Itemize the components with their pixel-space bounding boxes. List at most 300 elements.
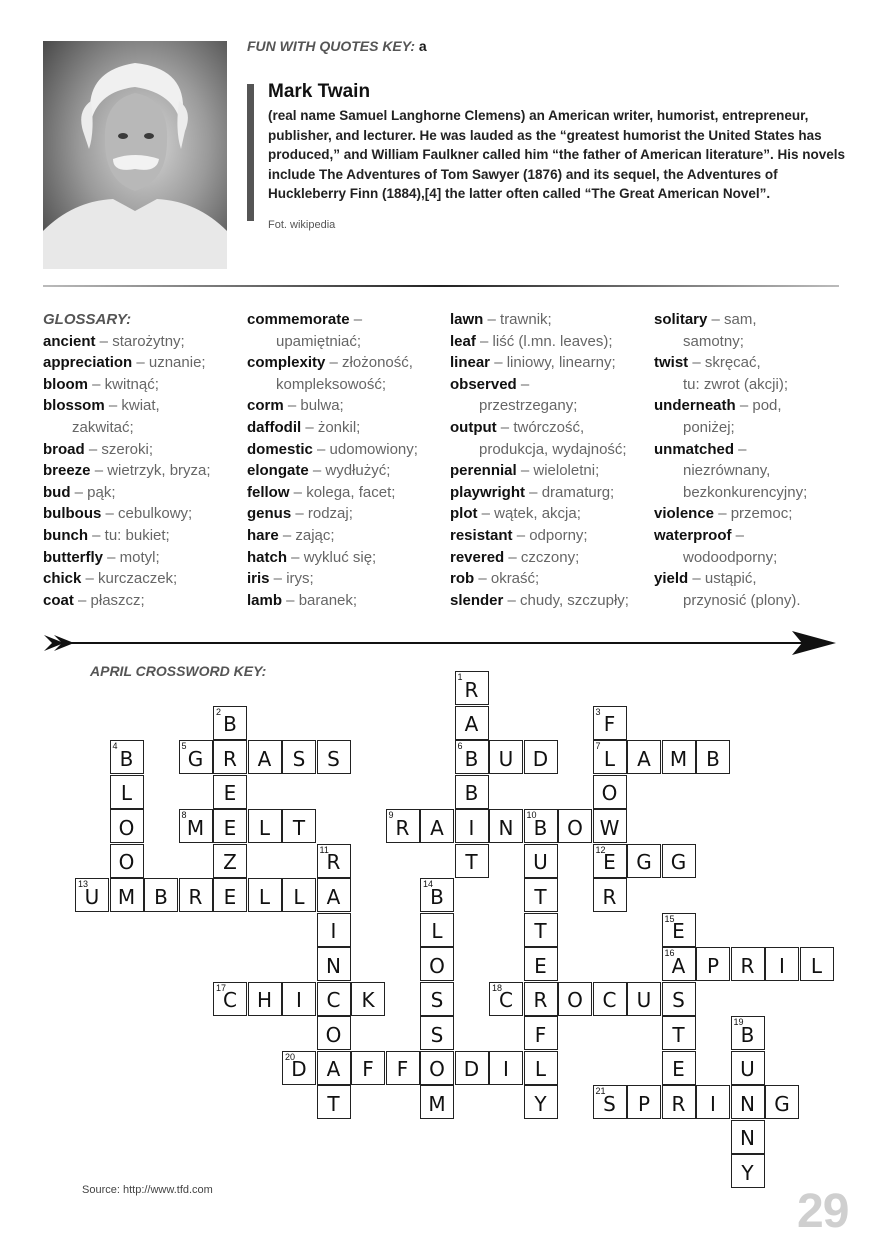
- glossary-entry: [450, 374, 629, 396]
- clue-number: 9: [388, 810, 394, 820]
- cell-letter: U: [498, 746, 514, 771]
- crossword-cell: [489, 809, 523, 843]
- crossword-cell: [627, 982, 661, 1016]
- glossary-word: complexity: [247, 354, 326, 372]
- crossword-cell: [524, 1051, 558, 1085]
- cell-letter: B: [464, 781, 479, 805]
- crossword-cell: [455, 844, 489, 878]
- glossary-entry: [654, 439, 807, 461]
- cell-letter: R: [395, 815, 410, 840]
- glossary-translation-continued: niezrównany,: [683, 462, 771, 480]
- glossary-translation: – twórczość,: [496, 418, 585, 436]
- glossary-entry: [654, 352, 807, 374]
- cell-letter: Z: [223, 850, 237, 874]
- glossary-entry: [654, 309, 807, 331]
- glossary-column: [43, 309, 211, 611]
- glossary-translation: – motyl;: [103, 548, 160, 566]
- crossword-cell: [282, 809, 316, 843]
- glossary-entry: [654, 525, 807, 547]
- cell-letter: O: [429, 953, 445, 978]
- cell-letter: C: [223, 988, 237, 1012]
- crossword-cell: [731, 1085, 765, 1119]
- cell-letter: N: [740, 1091, 755, 1116]
- crossword-cell: [420, 809, 454, 843]
- glossary-word: lamb: [247, 591, 283, 609]
- cell-letter: U: [636, 988, 652, 1012]
- glossary-entry: [450, 525, 629, 547]
- clue-number: 12: [595, 844, 606, 855]
- cell-letter: T: [534, 884, 547, 909]
- glossary-translation: – cebulkowy;: [101, 505, 193, 523]
- crossword-cell: [110, 775, 144, 809]
- cell-letter: L: [258, 815, 271, 840]
- crossword-cell: [593, 740, 627, 774]
- cell-letter: B: [464, 746, 479, 771]
- glossary-word: underneath: [654, 397, 736, 415]
- bio-accent-bar: [247, 84, 254, 221]
- glossary-translation: – wydłużyć;: [308, 462, 391, 480]
- crossword-cell: [213, 775, 247, 809]
- crossword-title: APRIL CROSSWORD KEY:: [90, 663, 267, 679]
- glossary-word: breeze: [43, 462, 91, 480]
- glossary-entry: [247, 568, 418, 590]
- clue-number: 8: [181, 810, 187, 820]
- glossary-translation: – dramaturg;: [525, 483, 615, 501]
- cell-letter: B: [223, 712, 237, 736]
- cell-letter: R: [602, 884, 617, 909]
- crossword-cell: [524, 809, 558, 843]
- crossword-cell: [524, 1016, 558, 1050]
- crossword-cell: [593, 1085, 627, 1119]
- cell-letter: A: [326, 1057, 341, 1081]
- photo-credit: Fot. wikipedia: [268, 219, 336, 231]
- crossword-cell: [213, 844, 247, 878]
- glossary-word: ancient: [43, 332, 96, 350]
- glossary-entry: [654, 503, 807, 525]
- cell-letter: M: [669, 746, 688, 771]
- crossword-cell: [317, 878, 351, 912]
- clue-number: 1: [457, 672, 463, 682]
- crossword-cell: [248, 878, 282, 912]
- crossword-cell: [593, 775, 627, 809]
- crossword-cell: [420, 913, 454, 947]
- cell-letter: Y: [741, 1160, 754, 1185]
- source-text: Source: http://www.tfd.com: [82, 1184, 213, 1196]
- glossary-translation: – wątek, akcja;: [477, 505, 581, 523]
- glossary-translation: – okraść;: [474, 570, 540, 588]
- glossary-word: appreciation: [43, 354, 133, 372]
- glossary-word: slender: [450, 591, 504, 609]
- glossary-entry: [247, 309, 418, 331]
- crossword-cell: [420, 1051, 454, 1085]
- crossword-cell: [627, 740, 661, 774]
- glossary-translation-continued: wodoodporny;: [683, 548, 778, 566]
- glossary-translation: – ustąpić,: [688, 570, 757, 588]
- glossary-entry: [43, 525, 211, 547]
- crossword-cell: [420, 982, 454, 1016]
- clue-number: 15: [664, 913, 675, 924]
- crossword-cell: [662, 982, 696, 1016]
- crossword-cell: [800, 947, 834, 981]
- cell-letter: K: [361, 988, 375, 1012]
- glossary-translation-continued: kompleksowość;: [276, 375, 387, 393]
- crossword-cell: [455, 671, 489, 705]
- cell-letter: A: [430, 815, 444, 840]
- clue-number: 4: [112, 741, 118, 751]
- glossary-word: bulbous: [43, 505, 102, 523]
- clue-number: 3: [595, 706, 601, 717]
- crossword-cell: [558, 809, 592, 843]
- cell-letter: B: [119, 746, 134, 771]
- cell-letter: P: [637, 1091, 651, 1116]
- cell-letter: T: [327, 1091, 340, 1116]
- glossary-entry: [450, 590, 629, 612]
- glossary-word: iris: [247, 570, 270, 588]
- glossary-translation: – czczony;: [504, 548, 580, 566]
- crossword-cell: [179, 878, 213, 912]
- glossary-translation: –: [349, 311, 363, 328]
- glossary-translation: – liniowy, linearny;: [490, 354, 616, 372]
- cell-letter: M: [428, 1091, 446, 1116]
- cell-letter: A: [464, 712, 479, 736]
- glossary-word: bloom: [43, 375, 88, 393]
- crossword-cell: [110, 844, 144, 878]
- crossword-cell: [731, 1120, 765, 1154]
- cell-letter: I: [779, 953, 785, 978]
- crossword-cell: [317, 1051, 351, 1085]
- glossary-word: playwright: [450, 483, 526, 501]
- cell-letter: L: [120, 781, 133, 805]
- glossary-translation: – liść (l.mn. leaves);: [475, 332, 613, 350]
- glossary-word: daffodil: [247, 418, 302, 436]
- glossary-entry: [247, 417, 418, 439]
- cell-letter: I: [468, 815, 475, 840]
- cell-letter: R: [740, 953, 755, 978]
- cell-letter: R: [326, 850, 341, 874]
- glossary-entry: [247, 352, 418, 374]
- glossary-word: waterproof: [654, 526, 732, 544]
- crossword-cell: [731, 947, 765, 981]
- crossword-cell: [662, 1016, 696, 1050]
- glossary-translation: – wieloletni;: [516, 462, 600, 480]
- glossary-translation: – rodzaj;: [291, 505, 353, 523]
- clue-number: 7: [595, 741, 601, 751]
- quotes-key-label: FUN WITH QUOTES KEY:: [247, 38, 415, 54]
- cell-letter: O: [325, 1022, 342, 1047]
- crossword-cell: [696, 1085, 730, 1119]
- glossary-entry: [43, 374, 211, 396]
- crossword-cell: [317, 1085, 351, 1119]
- glossary-word: violence: [654, 505, 715, 523]
- glossary-translation-continued: zakwitać;: [72, 418, 134, 436]
- crossword-cell: [317, 844, 351, 878]
- cell-letter: L: [534, 1057, 547, 1081]
- glossary-translation: – wietrzyk, bryza;: [90, 462, 211, 480]
- crossword-cell: [524, 740, 558, 774]
- crossword-cell: [213, 982, 247, 1016]
- crossword-cell: [662, 913, 696, 947]
- crossword-cell: [110, 740, 144, 774]
- cell-letter: M: [117, 884, 136, 909]
- cell-letter: O: [429, 1057, 445, 1081]
- cell-letter: R: [464, 677, 479, 702]
- crossword-cell: [593, 706, 627, 740]
- cell-letter: L: [810, 953, 823, 978]
- glossary-translation: – płaszcz;: [73, 591, 145, 609]
- cell-letter: L: [603, 746, 616, 771]
- glossary-translation: – udomowiony;: [312, 440, 418, 458]
- cell-letter: S: [430, 1022, 444, 1047]
- cell-letter: A: [671, 953, 686, 978]
- crossword-cell: [213, 809, 247, 843]
- glossary-word: output: [450, 418, 497, 436]
- glossary-translation: –: [734, 440, 747, 458]
- cell-letter: G: [774, 1091, 790, 1116]
- crossword-cell: [144, 878, 178, 912]
- crossword-cell: [765, 947, 799, 981]
- cell-letter: B: [430, 884, 444, 909]
- cell-letter: O: [567, 815, 583, 840]
- glossary-translation: –: [516, 375, 530, 393]
- clue-number: 2: [216, 706, 222, 717]
- crossword-cell: [248, 982, 282, 1016]
- bio-text: (real name Samuel Langhorne Clemens) an American writer, humorist, entrepreneur, publisher, and lecturer. He was lauded as the “greatest humorist the United States has produced,” and William Faulkner called him “the father of American literature”. His novels include The Adventures of Tom Sawyer (1876) and its sequel, the Adventures of Huckleberry Finn (1884),[4] the latter often called “The Great American Novel”.: [268, 108, 846, 201]
- glossary-translation: – zając;: [278, 526, 335, 544]
- cell-letter: E: [223, 781, 237, 805]
- clue-number: 11: [319, 844, 329, 855]
- crossword-cell: [351, 1051, 385, 1085]
- cell-letter: N: [326, 953, 341, 978]
- clue-number: 21: [595, 1086, 606, 1096]
- glossary-entry: [247, 547, 418, 569]
- crossword-cell: [524, 1085, 558, 1119]
- glossary-entry: [247, 460, 418, 482]
- glossary-word: elongate: [247, 462, 309, 480]
- section-divider: [43, 285, 839, 287]
- glossary-word: chick: [43, 570, 82, 588]
- cell-letter: E: [534, 953, 547, 978]
- glossary-entry: [247, 439, 418, 461]
- cell-letter: F: [396, 1057, 409, 1081]
- glossary-entry: [43, 568, 211, 590]
- glossary-translation-continued: poniżej;: [683, 418, 735, 436]
- mark-twain-portrait: [43, 41, 227, 269]
- glossary-translation-continued: bezkonkurencyjny;: [683, 483, 808, 501]
- cell-letter: E: [223, 815, 237, 840]
- glossary-translation: – złożoność,: [325, 354, 413, 372]
- glossary-word: domestic: [247, 440, 313, 458]
- cell-letter: U: [533, 850, 548, 874]
- glossary-word: solitary: [654, 311, 708, 328]
- cell-letter: L: [258, 884, 271, 909]
- cell-letter: N: [740, 1126, 755, 1150]
- cell-letter: T: [672, 1022, 685, 1047]
- glossary-entry: [450, 482, 629, 504]
- glossary-entry: [43, 331, 211, 353]
- glossary-translation: – uznanie;: [132, 354, 206, 372]
- cell-letter: G: [636, 850, 652, 874]
- crossword-cell: [558, 982, 592, 1016]
- cell-letter: A: [257, 746, 272, 771]
- crossword-cell: [524, 913, 558, 947]
- glossary-word: plot: [450, 505, 478, 523]
- glossary-translation: – baranek;: [282, 591, 358, 609]
- glossary-column: [654, 309, 807, 611]
- cell-letter: G: [187, 746, 204, 771]
- clue-number: 5: [181, 741, 187, 751]
- glossary-word: resistant: [450, 526, 513, 544]
- glossary-word: revered: [450, 548, 505, 566]
- crossword-cell: [420, 947, 454, 981]
- crossword-cell: [179, 809, 213, 843]
- cell-letter: B: [533, 815, 548, 840]
- glossary-word: butterfly: [43, 548, 103, 566]
- crossword-cell: [696, 947, 730, 981]
- cell-letter: E: [672, 919, 685, 943]
- glossary-word: leaf: [450, 332, 476, 350]
- cell-letter: L: [431, 919, 443, 943]
- crossword-cell: [386, 809, 420, 843]
- crossword-cell: [248, 740, 282, 774]
- quotes-key: [247, 38, 427, 54]
- glossary-word: commemorate: [247, 311, 350, 328]
- crossword-cell: [213, 740, 247, 774]
- glossary-entry: [247, 395, 418, 417]
- glossary-word: genus: [247, 505, 292, 523]
- cell-letter: S: [430, 988, 444, 1012]
- clue-number: 16: [664, 948, 675, 958]
- clue-number: 14: [423, 879, 434, 889]
- glossary-translation: – sam,: [707, 311, 757, 328]
- crossword-cell: [696, 740, 730, 774]
- clue-number: 19: [733, 1017, 744, 1027]
- clue-number: 13: [78, 879, 89, 889]
- glossary-translation: – pod,: [735, 397, 782, 415]
- cell-letter: T: [534, 919, 547, 943]
- cell-letter: O: [567, 988, 583, 1012]
- glossary-entry: [450, 503, 629, 525]
- cell-letter: G: [670, 850, 687, 874]
- cell-letter: B: [706, 746, 720, 771]
- glossary-word: coat: [43, 591, 74, 609]
- glossary-translation: – trawnik;: [483, 311, 552, 328]
- cell-letter: L: [293, 884, 305, 909]
- glossary-entry: [450, 331, 629, 353]
- glossary-translation-continued: tu: zwrot (akcji);: [683, 375, 789, 393]
- cell-letter: D: [463, 1057, 480, 1081]
- cell-letter: E: [672, 1057, 685, 1081]
- cell-letter: S: [672, 988, 685, 1012]
- glossary-title: GLOSSARY:: [43, 311, 132, 328]
- glossary-word: perennial: [450, 462, 517, 480]
- cell-letter: N: [498, 815, 514, 840]
- cell-letter: I: [710, 1091, 716, 1116]
- crossword-cell: [662, 844, 696, 878]
- glossary-word: lawn: [450, 311, 484, 328]
- cell-letter: U: [740, 1057, 755, 1081]
- glossary-translation: – bulwa;: [283, 397, 344, 415]
- glossary-entry: [450, 309, 629, 331]
- cell-letter: F: [534, 1022, 547, 1047]
- cell-letter: C: [499, 988, 513, 1012]
- cell-letter: I: [330, 919, 337, 943]
- crossword-cell: [455, 706, 489, 740]
- glossary-entry: [43, 460, 211, 482]
- glossary-word: rob: [450, 570, 475, 588]
- crossword-cell: [662, 947, 696, 981]
- crossword-cell: [420, 878, 454, 912]
- crossword-cell: [420, 1085, 454, 1119]
- glossary-translation: – szeroki;: [84, 440, 154, 458]
- glossary-entry: [247, 482, 418, 504]
- glossary-translation: – starożytny;: [95, 332, 185, 350]
- glossary-entry: [247, 503, 418, 525]
- glossary-translation-continued: upamiętniać;: [276, 332, 362, 350]
- cell-letter: R: [533, 988, 548, 1012]
- glossary-translation-continued: przynosić (plony).: [683, 591, 801, 609]
- crossword-cell: [110, 878, 144, 912]
- glossary-translation: – przemoc;: [714, 505, 793, 523]
- crossword-cell: [317, 913, 351, 947]
- cell-letter: C: [602, 988, 617, 1012]
- glossary-translation: – kolega, facet;: [289, 483, 396, 501]
- glossary-word: bunch: [43, 526, 88, 544]
- crossword-cell: [213, 706, 247, 740]
- glossary-word: corm: [247, 397, 284, 415]
- crossword-cell: [593, 982, 627, 1016]
- glossary-entry: [450, 417, 629, 439]
- cell-letter: H: [256, 988, 273, 1012]
- crossword-cell: [662, 740, 696, 774]
- glossary-translation: – pąk;: [70, 483, 116, 501]
- cell-letter: M: [186, 815, 205, 840]
- glossary-translation: – irys;: [269, 570, 314, 588]
- glossary-translation: – wykluć się;: [287, 548, 377, 566]
- glossary-word: unmatched: [654, 440, 735, 458]
- glossary-word: blossom: [43, 397, 105, 415]
- cell-letter: F: [362, 1057, 374, 1081]
- crossword-cell: [627, 844, 661, 878]
- crossword-cell: [489, 740, 523, 774]
- glossary-translation: – kwitnąć;: [88, 375, 159, 393]
- crossword-cell: [524, 878, 558, 912]
- crossword-cell: [420, 1016, 454, 1050]
- glossary-translation: – kurczaczek;: [81, 570, 178, 588]
- glossary-entry: [43, 590, 211, 612]
- glossary-column: [450, 309, 629, 611]
- glossary-entry: [450, 460, 629, 482]
- crossword-cell: [731, 1016, 765, 1050]
- cell-letter: O: [118, 850, 135, 874]
- cell-letter: B: [154, 884, 168, 909]
- cell-letter: T: [292, 815, 306, 840]
- crossword-cell: [489, 1051, 523, 1085]
- crossword-cell: [489, 982, 523, 1016]
- clue-number: 17: [216, 982, 227, 993]
- crossword-cell: [351, 982, 385, 1016]
- glossary-word: yield: [654, 570, 689, 588]
- crossword-cell: [213, 878, 247, 912]
- crossword-cell: [317, 947, 351, 981]
- cell-letter: A: [326, 884, 341, 909]
- crossword-cell: [593, 844, 627, 878]
- cell-letter: R: [223, 746, 237, 771]
- glossary-translation: – skręcać,: [688, 354, 761, 372]
- glossary-translation: – kwiat,: [104, 397, 160, 415]
- crossword-cell: [179, 740, 213, 774]
- glossary-entry: [43, 503, 211, 525]
- crossword-cell: [765, 1085, 799, 1119]
